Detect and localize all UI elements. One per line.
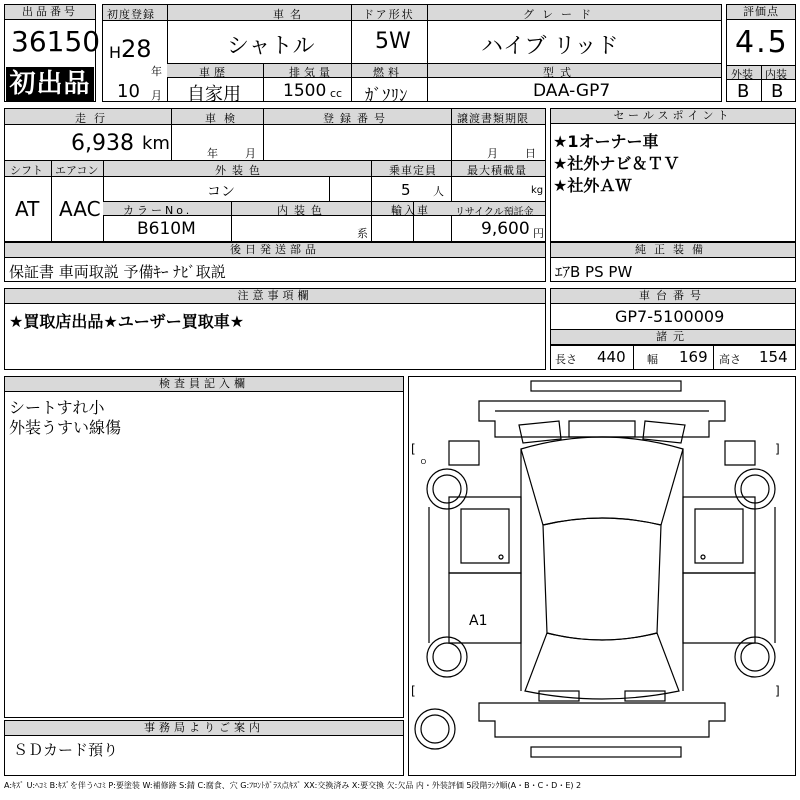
capacity-value: 5 <box>401 181 411 199</box>
fuel-label: 燃料 <box>373 66 403 79</box>
shift-value: AT <box>15 197 40 221</box>
notes-box <box>4 288 546 370</box>
ext-score-label: 外装 <box>731 68 753 81</box>
capacity-label: 乗車定員 <box>389 164 437 177</box>
inspection-month-unit: 月 <box>245 147 256 160</box>
bracket-right-bottom: ] <box>775 684 780 698</box>
lower-header-bar <box>167 64 721 78</box>
score-label: 評価点 <box>727 5 795 20</box>
wheel-rear-left-hub <box>433 643 461 671</box>
car-diagram-box <box>408 376 796 776</box>
mileage-value: 6,938 <box>71 131 134 156</box>
roof <box>543 518 661 640</box>
shift-label: シフト <box>10 164 43 177</box>
int-score-label: 内装 <box>765 68 787 81</box>
reg-year: 28 <box>121 35 152 63</box>
inspector-line-2: 外装うすい線傷 <box>9 418 122 437</box>
import-label: 輸入車 <box>391 204 430 217</box>
grade-value: ハイブ リッド <box>481 34 619 59</box>
length-label: 長さ <box>555 353 577 366</box>
bracket-left-bottom: [ <box>411 684 416 698</box>
interior-color-label: 内装色 <box>277 204 328 217</box>
car-diagram <box>409 377 795 775</box>
notes-value: ★買取店出品★ユーザー買取車★ <box>9 312 245 331</box>
bracket-right-top: ] <box>775 442 780 456</box>
sales-points-label: セールスポイント <box>551 109 795 124</box>
office-value: ＳＤカード預り <box>13 741 119 759</box>
rear-door-right <box>683 573 755 643</box>
displacement-label: 排気量 <box>289 66 334 79</box>
sales-points-box <box>550 108 796 242</box>
displacement-unit: cc <box>330 87 343 100</box>
grade-label: グレード <box>523 8 599 21</box>
registration-no-label: 登録番号 <box>323 112 391 125</box>
rear-bumper <box>479 703 725 737</box>
shipping-parts-label: 後日発送部品 <box>5 243 545 258</box>
mileage-unit: km <box>142 133 170 154</box>
sales-point-3: ★社外ＡＷ <box>553 176 632 195</box>
damage-mark-a1: A1 <box>469 613 488 629</box>
mileage-label: 走行 <box>75 112 113 125</box>
front-glass-right <box>643 421 685 443</box>
hood-panel <box>479 401 725 437</box>
max-load-label: 最大積載量 <box>467 164 527 177</box>
door-value: 5W <box>375 29 411 54</box>
recycle-unit: 円 <box>533 227 544 240</box>
front-fender-left <box>449 441 479 465</box>
score-box <box>726 4 796 102</box>
car-name-value: シャトル <box>227 34 315 59</box>
ext-score-value: B <box>737 81 750 102</box>
front-grille <box>569 421 635 437</box>
interior-color-unit: 系 <box>357 227 368 240</box>
door-label: ドア形状 <box>363 8 415 21</box>
recycle-label: リサイクル預託金 <box>455 207 534 218</box>
reg-era: H <box>109 43 122 62</box>
mirror-right <box>701 555 705 559</box>
sales-point-1: ★1オーナー車 <box>553 132 659 151</box>
chassis-label: 車台番号 <box>551 289 795 304</box>
shipping-parts-box <box>4 242 546 282</box>
transfer-day-unit: 日 <box>525 147 536 160</box>
bracket-left-top: [ <box>411 442 416 456</box>
dimensions-label: 諸元 <box>551 330 795 345</box>
int-score-value: B <box>771 81 784 102</box>
legend-text: A:ｷｽﾞ U:ﾍｺﾐ B:ｷｽﾞを伴うﾍｺﾐ P:要塗装 W:補修跡 S:錆 C:腐食、穴 G:ﾌﾛﾝﾄｶﾞﾗｽ点ｷｽﾞ XX:交換済み X:要交換 欠:欠品 内・外装評価 5段階ﾗﾝｸ順(A・B・C・D・E) 2 <box>4 781 582 790</box>
rear-glass <box>525 633 679 699</box>
inspection-label: 車検 <box>205 112 243 125</box>
capacity-unit: 人 <box>433 185 444 198</box>
aircon-value: AAC <box>59 197 101 221</box>
first-registration-label: 初度登録 <box>107 8 155 21</box>
model-label: 型式 <box>543 66 577 79</box>
front-fender-right <box>725 441 755 465</box>
aircon-label: エアコン <box>55 164 99 177</box>
first-listing-badge: 初出品 <box>6 67 94 101</box>
genuine-equipment-value: ｴｱB PS PW <box>555 263 633 281</box>
exterior-color-label: 外装色 <box>215 164 266 177</box>
reg-month-unit: 月 <box>151 89 162 102</box>
model-value: DAA-GP7 <box>533 81 611 101</box>
wheel-rear-right-hub <box>741 643 769 671</box>
width-label: 幅 <box>647 353 658 366</box>
lot-box <box>4 4 101 102</box>
vehicle-header-box <box>102 4 722 106</box>
color-no-label: カラーNo. <box>123 204 193 217</box>
reg-month: 10 <box>117 81 140 102</box>
rear-door-left <box>449 573 521 643</box>
recycle-value: 9,600 <box>481 219 530 239</box>
rear-bumper-bottom <box>531 747 681 757</box>
inspector-label: 検査員記入欄 <box>5 377 403 392</box>
shipping-parts-value: 保証書 車両取説 予備ｷｰ ﾅﾋﾞ取説 <box>9 263 226 281</box>
car-name-label: 車名 <box>273 8 307 21</box>
transfer-deadline-label: 譲渡書類期限 <box>457 112 529 125</box>
genuine-equipment-label: 純正装備 <box>551 243 795 258</box>
office-box <box>4 720 404 776</box>
length-value: 440 <box>597 348 626 366</box>
genuine-equipment-box <box>550 242 796 282</box>
history-value: 自家用 <box>187 84 241 105</box>
history-label: 車歴 <box>199 66 229 79</box>
chassis-box <box>550 288 796 370</box>
chassis-value: GP7-5100009 <box>615 307 725 326</box>
spare-tire-hub <box>421 715 449 743</box>
lot-label: 出品番号 <box>5 5 95 20</box>
width-value: 169 <box>679 348 708 366</box>
inspector-line-1: シートすれ小 <box>9 398 105 417</box>
score-value: 4.5 <box>735 25 789 60</box>
inspection-year-unit: 年 <box>207 147 218 160</box>
office-label: 事務局よりご案内 <box>5 721 403 736</box>
inspector-box <box>4 376 404 718</box>
person-icon-1: ㅇ <box>419 458 428 468</box>
mileage-block <box>4 108 546 162</box>
wheel-front-left-hub <box>433 475 461 503</box>
displacement-value: 1500 <box>283 81 327 101</box>
windshield <box>521 437 683 525</box>
notes-label: 注意事項欄 <box>5 289 545 304</box>
color-no-value: B610M <box>137 219 196 239</box>
transfer-month-unit: 月 <box>487 147 498 160</box>
spec-block <box>4 160 546 242</box>
mirror-left <box>499 555 503 559</box>
lot-number: 36150 <box>11 25 101 58</box>
sales-point-2: ★社外ナビ＆ＴＶ <box>553 154 680 173</box>
reg-year-unit: 年 <box>151 65 162 78</box>
exterior-color-value: コン <box>207 184 235 200</box>
front-bumper-top <box>531 381 681 391</box>
fuel-value: ｶﾞｿﾘﾝ <box>365 86 408 106</box>
height-value: 154 <box>759 348 788 366</box>
front-glass-left <box>519 421 561 443</box>
height-label: 高さ <box>719 353 741 366</box>
max-load-unit: kg <box>531 185 544 196</box>
